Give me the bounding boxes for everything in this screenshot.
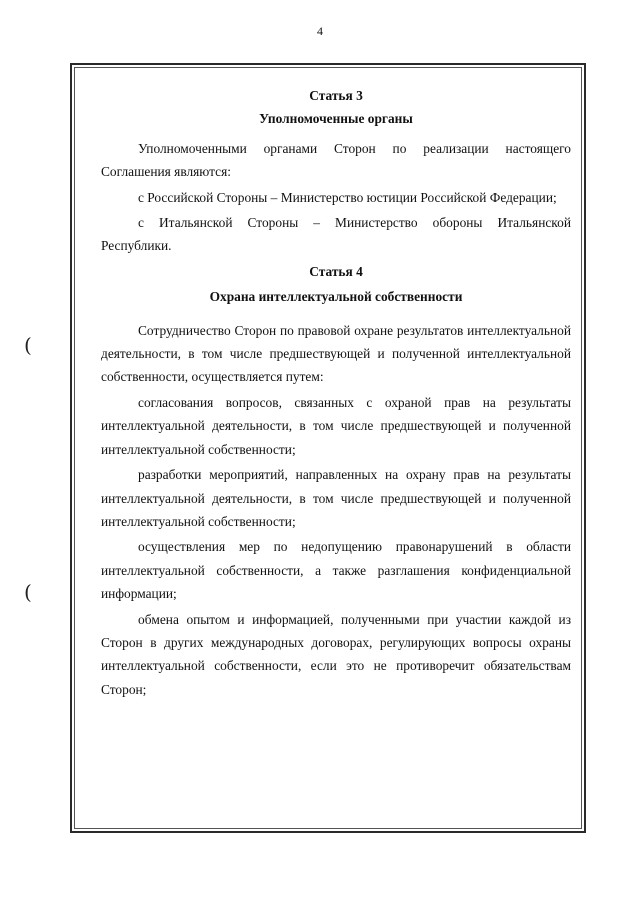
article-4-label: Статья 4 bbox=[309, 263, 363, 279]
article-4-paragraph: разработки мероприятий, направленных на охрану прав на результаты интеллектуальной деятельности, в том числе предшествующей и полученной интеллектуальной собственности; bbox=[101, 467, 571, 529]
page-number: 4 bbox=[317, 24, 323, 38]
article-3-title: Уполномоченные органы bbox=[259, 111, 413, 127]
article-3-paragraph: Уполномоченными органами Сторон по реализации настоящего Соглашения являются: bbox=[101, 140, 571, 180]
article-4-paragraph: согласования вопросов, связанных с охраной прав на результаты интеллектуальной деятельности, в том числе предшествующей и полученной интеллектуальной собственности; bbox=[101, 394, 571, 457]
article-3-paragraph: с Российской Стороны – Министерство юстиции Российской Федерации; bbox=[138, 189, 557, 205]
article-4 bbox=[101, 260, 571, 701]
article-3-paragraph: с Итальянской Стороны – Министерство обороны Итальянской Республики. bbox=[101, 215, 571, 254]
article-4-title: Охрана интеллектуальной собственности bbox=[209, 289, 463, 305]
document-body bbox=[101, 84, 571, 701]
margin-bracket-mark: ( bbox=[24, 580, 32, 604]
margin-bracket-mark: ( bbox=[24, 333, 32, 357]
article-3 bbox=[101, 84, 571, 258]
article-4-paragraph: Сотрудничество Сторон по правовой охране результатов интеллектуальной деятельности, в том числе предшествующей и полученной интеллектуальной собственности, осуществляется путем: bbox=[101, 322, 571, 385]
article-3-label: Статья 3 bbox=[309, 88, 363, 103]
article-4-paragraph: обмена опытом и информацией, полученными при участии каждой из Сторон в других международных договорах, регулирующих вопросы охраны интеллектуальной собственности, если это не противоречит обязательствам Сторон; bbox=[101, 611, 571, 697]
article-4-paragraph: осуществления мер по недопущению правонарушений в области интеллектуальной собственности, а также разглашения конфиденциальной информации; bbox=[101, 539, 571, 602]
